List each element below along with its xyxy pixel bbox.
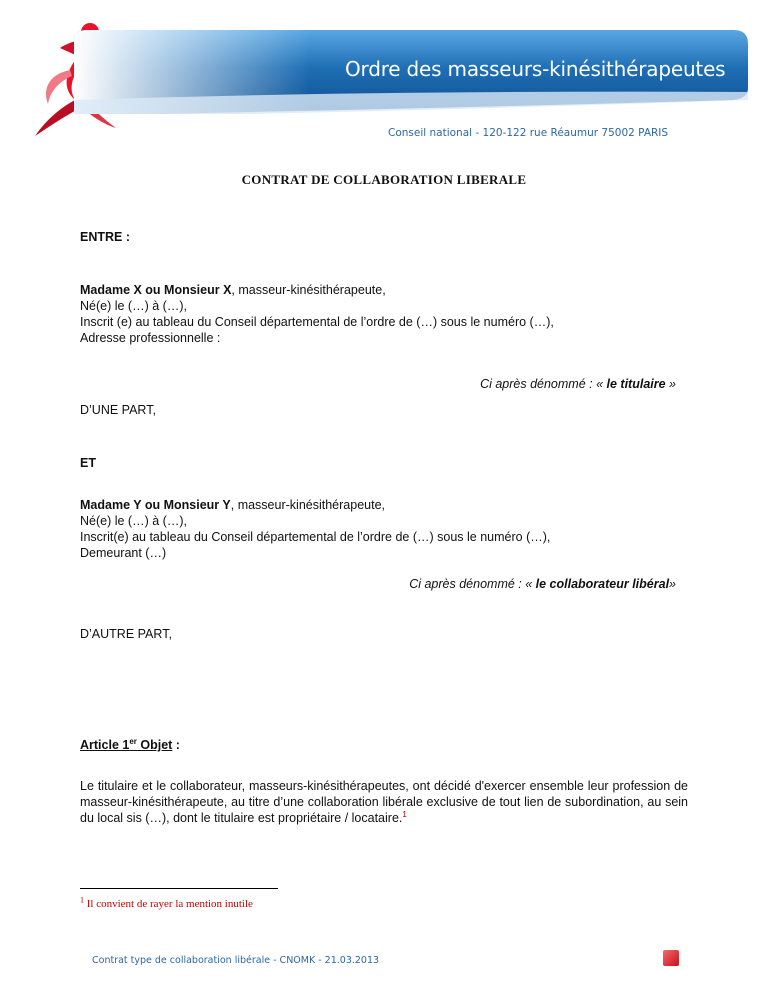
party1-name: Madame X ou Monsieur X bbox=[80, 283, 232, 297]
party2-side: D’AUTRE PART, bbox=[80, 627, 172, 641]
designation-prefix: Ci après dénommé : « bbox=[480, 377, 607, 391]
footnote-number: 1 bbox=[80, 895, 84, 905]
footnote-ref[interactable]: 1 bbox=[402, 809, 407, 819]
party2-born: Né(e) le (…) à (…), bbox=[80, 514, 187, 528]
designation-suffix: » bbox=[669, 577, 676, 591]
party2-profession: , masseur-kinésithérapeute, bbox=[230, 498, 385, 512]
document-title: CONTRAT DE COLLABORATION LIBERALE bbox=[241, 172, 527, 187]
party1-registration: Inscrit (e) au tableau du Conseil départemental de l’ordre de (…) sous le numéro (…), bbox=[80, 315, 554, 329]
entre-heading: ENTRE : bbox=[80, 230, 130, 244]
party1-name-line bbox=[80, 282, 386, 298]
et-heading: ET bbox=[80, 456, 96, 470]
party2-address: Demeurant (…) bbox=[80, 546, 167, 560]
designation-term: le titulaire bbox=[606, 377, 666, 391]
party2-designation bbox=[409, 577, 676, 591]
party1-designation bbox=[480, 377, 676, 391]
party2-name: Madame Y ou Monsieur Y bbox=[80, 498, 231, 512]
footnote-text: Il convient de rayer la mention inutile bbox=[84, 898, 253, 910]
party2-name-line bbox=[80, 497, 385, 513]
party2-registration: Inscrit(e) au tableau du Conseil départemental de l’ordre de (…) sous le numéro (…), bbox=[80, 530, 551, 544]
designation-term: le collaborateur libéral bbox=[535, 577, 670, 591]
article1-heading-rest: Objet bbox=[136, 738, 173, 752]
footnote bbox=[80, 895, 253, 910]
red-square-icon bbox=[663, 950, 679, 966]
designation-prefix: Ci après dénommé : « bbox=[409, 577, 536, 591]
article1-heading-colon: : bbox=[172, 738, 180, 752]
article1-body bbox=[80, 778, 688, 826]
party1-profession: , masseur-kinésithérapeute, bbox=[231, 283, 386, 297]
article1-heading-sup: er bbox=[129, 736, 137, 746]
party1-side: D’UNE PART, bbox=[80, 403, 156, 417]
designation-suffix: » bbox=[665, 377, 676, 391]
organization-address: Conseil national - 120-122 rue Réaumur 75002 PARIS bbox=[388, 127, 669, 139]
article1-heading-underlined bbox=[80, 738, 172, 752]
article1-heading-main: Article 1 bbox=[80, 738, 130, 752]
article1-heading bbox=[80, 737, 180, 753]
organization-name: Ordre des masseurs-kinésithérapeutes bbox=[345, 57, 726, 81]
party1-born: Né(e) le (…) à (…), bbox=[80, 299, 187, 313]
article1-body-text: Le titulaire et le collaborateur, masseurs-kinésithérapeutes, ont décidé d'exercer ensemble leur profession de masseur-kinésithérapeute, au titre d’une collaboration libérale exclusive de tout lien de subordination, au sein du local sis (…), dont le titulaire est propriétaire / locataire. bbox=[80, 779, 688, 825]
party1-address: Adresse professionnelle : bbox=[80, 331, 221, 345]
footnote-separator bbox=[80, 888, 278, 889]
page-footer: Contrat type de collaboration libérale - CNOMK - 21.03.2013 bbox=[92, 955, 380, 966]
